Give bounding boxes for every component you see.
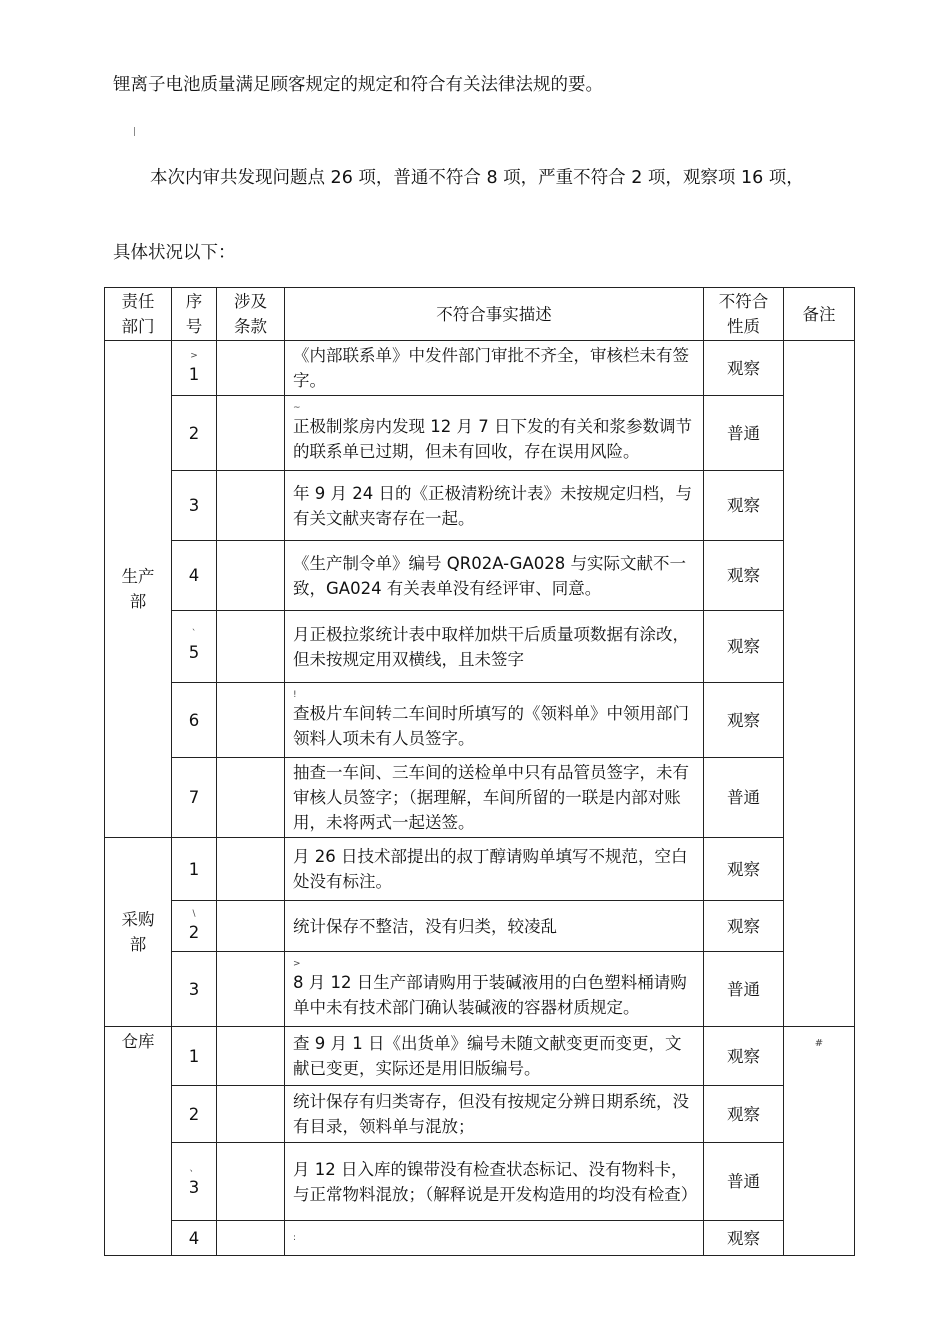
stray-mark: \ <box>192 908 196 919</box>
stray-mark: > <box>293 959 301 969</box>
seq-cell <box>172 396 217 471</box>
table-row <box>105 341 855 396</box>
clause-cell <box>217 541 285 611</box>
stray-mark: 、 <box>189 1164 199 1174</box>
table-row <box>105 1086 855 1143</box>
type-cell: 普通 <box>704 1143 784 1221</box>
stray-mark: ~ <box>293 403 301 413</box>
intro-line-1: 锂离子电池质量满足顾客规定的规定和符合有关法律法规的要。 <box>113 75 603 95</box>
table-row <box>105 471 855 541</box>
description-cell <box>285 1143 704 1221</box>
clause-cell <box>217 952 285 1027</box>
dept-cell: 生产 部 <box>105 341 172 838</box>
description-cell <box>285 396 704 471</box>
description-text: 查 9 月 1 日《出货单》编号未随文献变更而变更，文献已变更，实际还是用旧版编号。 <box>293 1034 682 1078</box>
description-text: 统计保存不整洁，没有归类，较凌乱 <box>293 916 557 936</box>
clause-cell <box>217 1143 285 1221</box>
type-cell: 普通 <box>704 952 784 1027</box>
description-text: 月 26 日技术部提出的叔丁醇请购单填写不规范，空白处没有标注。 <box>293 847 688 891</box>
clause-cell <box>217 341 285 396</box>
table-row <box>105 901 855 952</box>
description-cell <box>285 341 704 396</box>
type-cell: 观察 <box>704 541 784 611</box>
table-row <box>105 1143 855 1221</box>
seq-number: 4 <box>188 566 200 585</box>
clause-cell <box>217 1221 285 1256</box>
table-row <box>105 1221 855 1256</box>
table-row <box>105 541 855 611</box>
clause-cell <box>217 611 285 683</box>
description-cell <box>285 683 704 758</box>
seq-cell <box>172 901 217 952</box>
seq-number: 3 <box>188 496 200 515</box>
seq-number: 3 <box>188 1178 200 1197</box>
header-note: 备注 <box>784 288 855 341</box>
type-cell: 观察 <box>704 683 784 758</box>
table-row <box>105 1027 855 1086</box>
description-cell <box>285 541 704 611</box>
type-cell: 观察 <box>704 901 784 952</box>
dept-cell: 仓库 <box>105 1027 172 1256</box>
stray-mark: : <box>293 1233 297 1243</box>
margin-bar-mark: | <box>133 127 137 137</box>
table-header-row <box>105 288 855 341</box>
description-text: 抽查一车间、三车间的送检单中只有品管员签字，未有审核人员签字；（据理解，车间所留的一联是内部对账用，未将两式一起送签。 <box>293 763 689 832</box>
clause-cell <box>217 1086 285 1143</box>
description-cell <box>285 1086 704 1143</box>
description-text: 月 12 日入库的镍带没有检查状态标记、没有物料卡，与正常物料混放；（解释说是开发构造用的均没有检查） <box>293 1159 698 1204</box>
description-text: 月正极拉浆统计表中取样加烘干后质量项数据有涂改，但未按规定用双横线，且未签字 <box>293 624 689 669</box>
seq-cell <box>172 471 217 541</box>
type-cell: 观察 <box>704 1086 784 1143</box>
seq-cell <box>172 683 217 758</box>
clause-cell <box>217 471 285 541</box>
clause-cell <box>217 758 285 838</box>
seq-number: 1 <box>188 1046 200 1066</box>
stray-mark: > <box>190 350 198 361</box>
type-cell: 观察 <box>704 838 784 901</box>
intro-line-3: 具体状况以下： <box>113 243 236 263</box>
type-cell: 普通 <box>704 758 784 838</box>
type-cell: 观察 <box>704 1221 784 1256</box>
stray-mark: ! <box>293 690 297 700</box>
seq-number: 2 <box>188 922 200 942</box>
seq-cell <box>172 1221 217 1256</box>
note-cell <box>784 341 855 1027</box>
description-text: 统计保存有归类寄存，但没有按规定分辨日期系统，没有目录，领料单与混放； <box>293 1092 689 1136</box>
type-cell: 观察 <box>704 1027 784 1086</box>
stray-mark: ` <box>191 629 197 639</box>
description-cell <box>285 758 704 838</box>
description-text: 年 9 月 24 日的《正极清粉统计表》未按规定归档，与有关文献夹寄存在一起。 <box>293 483 692 528</box>
description-cell <box>285 471 704 541</box>
clause-cell <box>217 1027 285 1086</box>
seq-number: 2 <box>188 423 200 443</box>
stray-mark: # <box>814 1038 824 1049</box>
table-row <box>105 683 855 758</box>
seq-number: 1 <box>188 859 200 879</box>
description-text: 《内部联系单》中发件部门审批不齐全，审核栏未有签字。 <box>293 346 689 390</box>
description-text: 8 月 12 日生产部请购用于装碱液用的白色塑料桶请购单中未有技术部门确认装碱液的容器材质规定。 <box>293 973 687 1017</box>
seq-number: 5 <box>188 643 200 662</box>
seq-number: 7 <box>188 788 200 807</box>
header-seq: 序 号 <box>172 288 217 341</box>
seq-cell <box>172 952 217 1027</box>
description-cell <box>285 1027 704 1086</box>
table-row <box>105 952 855 1027</box>
description-cell <box>285 1221 704 1256</box>
seq-number: 4 <box>188 1228 200 1248</box>
table-row <box>105 838 855 901</box>
description-cell <box>285 952 704 1027</box>
seq-cell <box>172 1027 217 1086</box>
description-cell <box>285 611 704 683</box>
type-cell: 观察 <box>704 341 784 396</box>
seq-cell <box>172 1143 217 1221</box>
seq-cell <box>172 838 217 901</box>
seq-number: 6 <box>188 710 200 730</box>
header-clause: 涉及 条款 <box>217 288 285 341</box>
table-row <box>105 758 855 838</box>
type-cell: 普通 <box>704 396 784 471</box>
seq-cell <box>172 341 217 396</box>
seq-number: 2 <box>188 1104 200 1124</box>
intro-summary-line: 本次内审共发现问题点 26 项，普通不符合 8 项，严重不符合 2 项，观察项 16 项， <box>150 168 804 188</box>
description-text: 《生产制令单》编号 QR02A-GA028 与实际文献不一致，GA024 有关表单没有经评审、同意。 <box>293 553 686 598</box>
description-text: 查极片车间转二车间时所填写的《领料单》中领用部门领料人项未有人员签字。 <box>293 704 689 748</box>
clause-cell <box>217 901 285 952</box>
header-type: 不符合 性质 <box>704 288 784 341</box>
note-cell <box>784 1027 855 1256</box>
table-row <box>105 611 855 683</box>
seq-cell <box>172 1086 217 1143</box>
description-cell <box>285 838 704 901</box>
header-description: 不符合事实描述 <box>285 288 704 341</box>
table-row <box>105 396 855 471</box>
header-dept: 责任 部门 <box>105 288 172 341</box>
type-cell: 观察 <box>704 611 784 683</box>
clause-cell <box>217 838 285 901</box>
seq-number: 3 <box>188 979 200 999</box>
clause-cell <box>217 683 285 758</box>
seq-cell <box>172 541 217 611</box>
description-cell <box>285 901 704 952</box>
description-text: 正极制浆房内发现 12 月 7 日下发的有关和浆参数调节的联系单已过期，但未有回收，存在误用风险。 <box>293 417 692 461</box>
nonconformity-table <box>104 287 855 1256</box>
clause-cell <box>217 396 285 471</box>
seq-cell <box>172 758 217 838</box>
seq-cell <box>172 611 217 683</box>
seq-number: 1 <box>188 364 200 384</box>
type-cell: 观察 <box>704 471 784 541</box>
dept-cell: 采购 部 <box>105 838 172 1027</box>
